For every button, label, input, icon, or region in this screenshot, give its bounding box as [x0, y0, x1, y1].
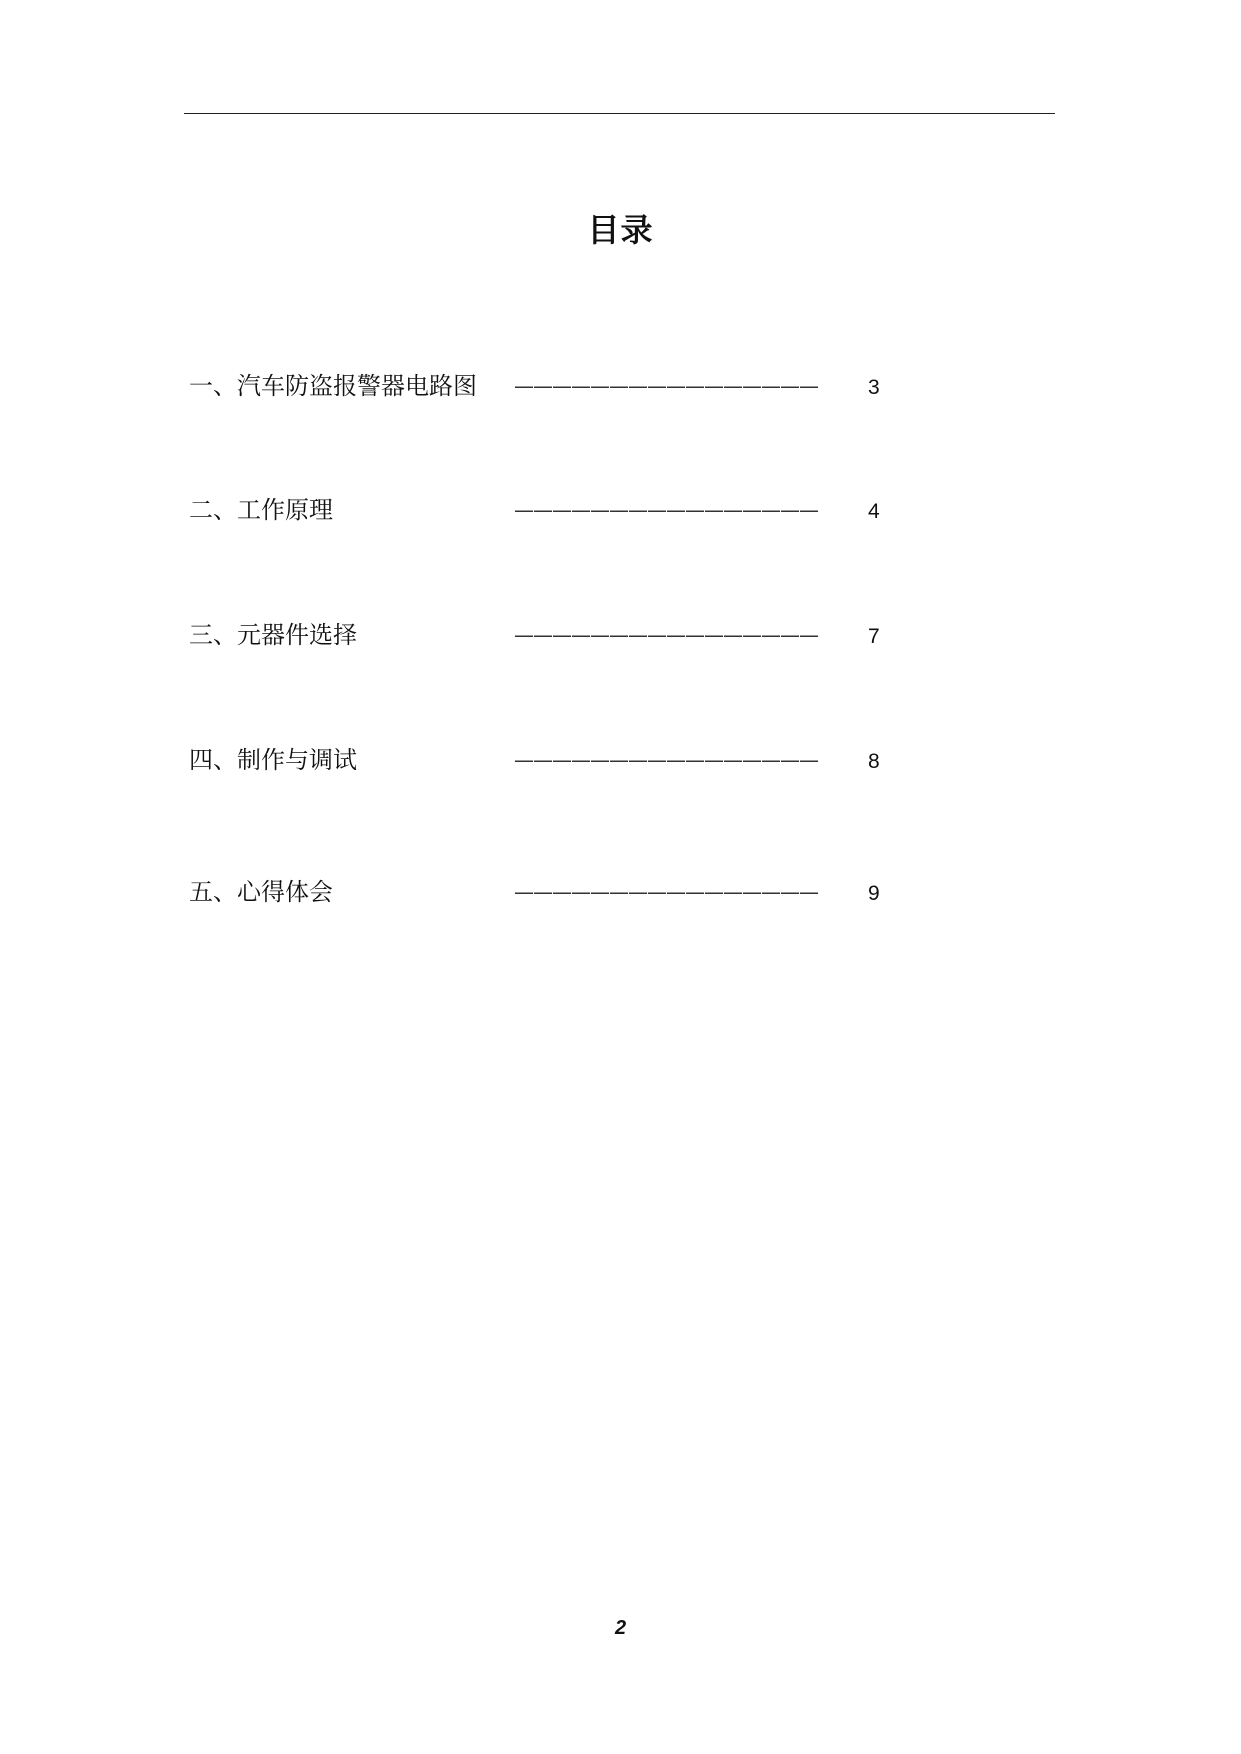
- toc-entry[interactable]: [189, 492, 909, 528]
- header-rule: [184, 113, 1055, 114]
- toc-entry-leader: ————————————————: [514, 498, 818, 522]
- toc-entry-leader: ————————————————: [514, 748, 818, 772]
- toc-entry-label: 三、元器件选择: [189, 621, 357, 649]
- toc-entry[interactable]: [189, 617, 909, 653]
- toc-entry-page: 9: [868, 882, 880, 905]
- toc-entry-page: 4: [868, 500, 880, 523]
- toc-entry[interactable]: [189, 742, 909, 778]
- page-title: 目录: [587, 211, 654, 249]
- toc-entry-label: 一、汽车防盗报警器电路图: [189, 372, 477, 400]
- toc-entry-label: 二、工作原理: [189, 496, 333, 524]
- toc-entry[interactable]: [189, 874, 909, 910]
- toc-entry-page: 7: [868, 625, 880, 648]
- page-number: 2: [614, 1617, 627, 1639]
- toc-entry-label: 四、制作与调试: [189, 746, 357, 774]
- toc-entry-leader: ————————————————: [514, 374, 818, 398]
- toc-entry-label: 五、心得体会: [189, 878, 333, 906]
- toc-entry-leader: ————————————————: [514, 880, 818, 904]
- toc-entry[interactable]: [189, 368, 909, 404]
- toc-entry-page: 8: [868, 750, 880, 773]
- toc-entry-leader: ————————————————: [514, 623, 818, 647]
- toc-entry-page: 3: [868, 376, 880, 399]
